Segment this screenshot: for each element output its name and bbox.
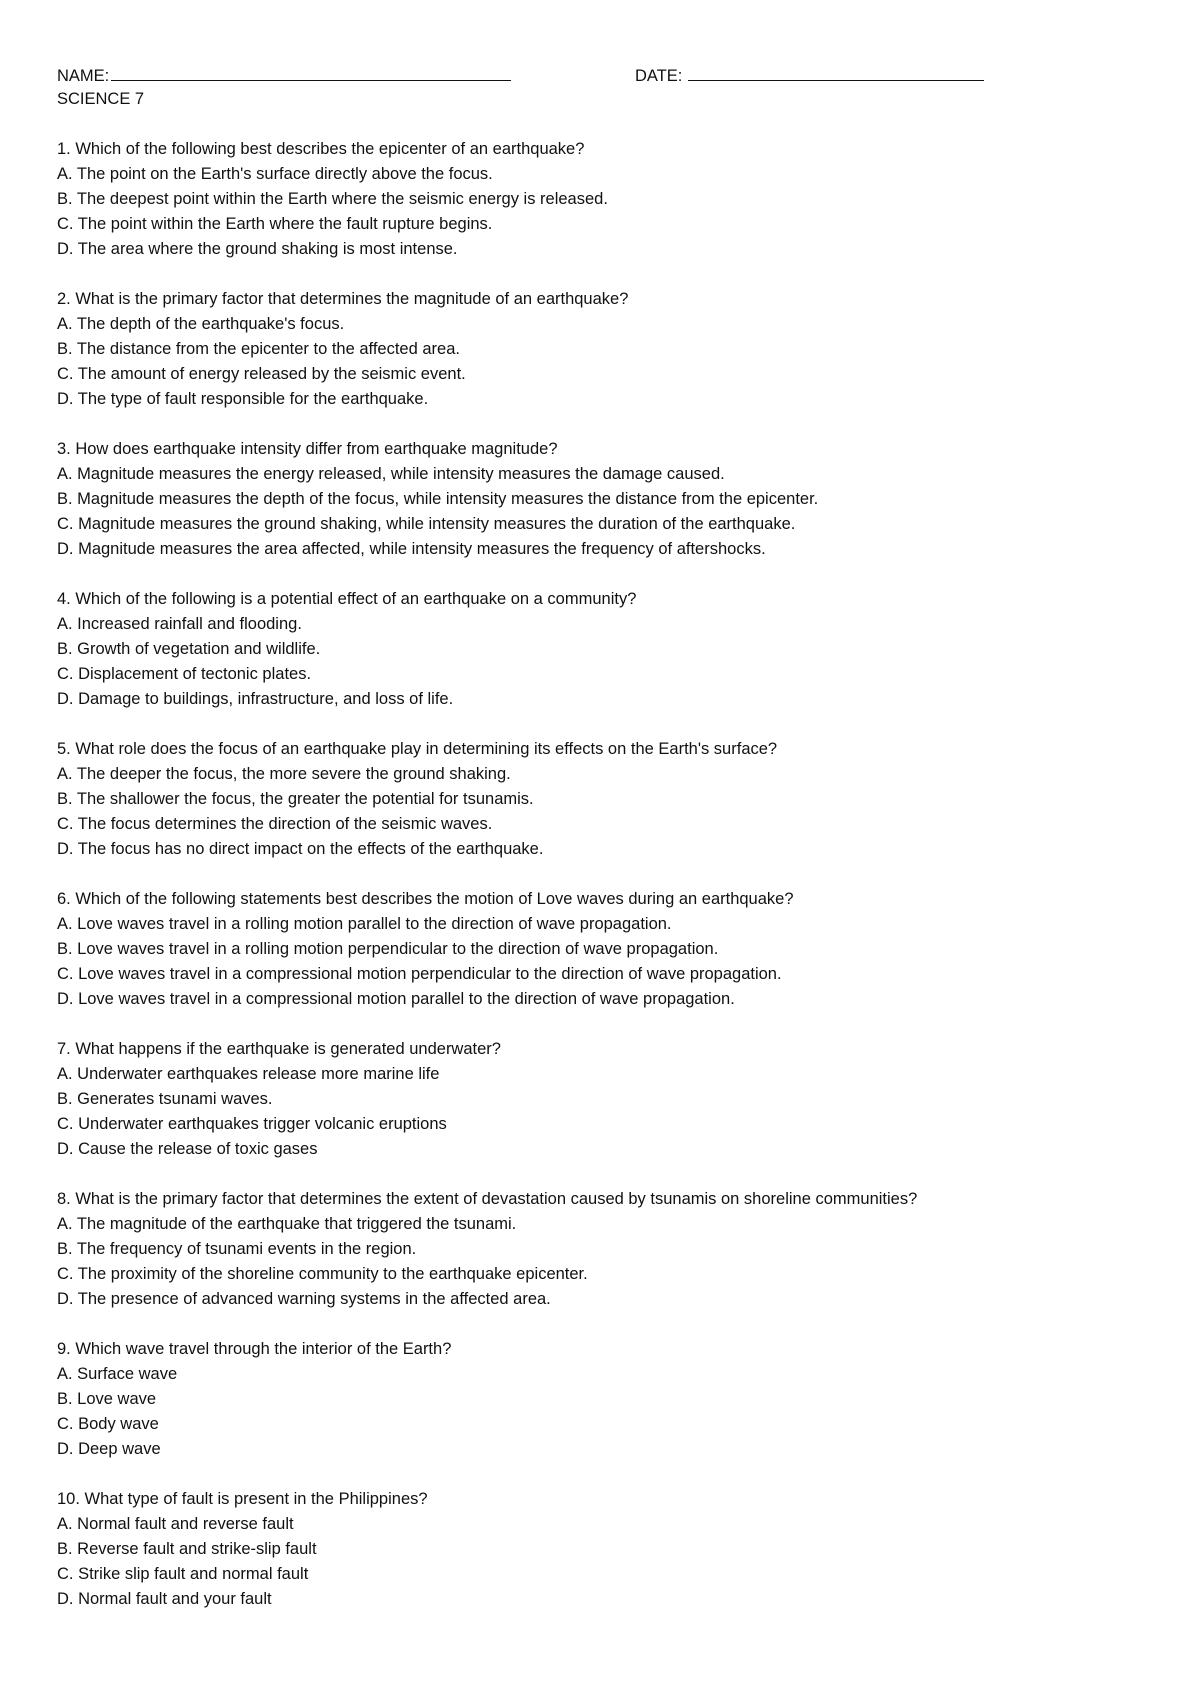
answer-option: D. Magnitude measures the area affected, while intensity measures the frequency of aftershocks. bbox=[57, 540, 766, 558]
answer-option: D. Damage to buildings, infrastructure, and loss of life. bbox=[57, 690, 454, 708]
answer-option: D. The area where the ground shaking is most intense. bbox=[57, 240, 458, 258]
answer-option: A. The magnitude of the earthquake that triggered the tsunami. bbox=[57, 1215, 517, 1233]
question-text: 3. How does earthquake intensity differ from earthquake magnitude? bbox=[57, 440, 558, 458]
answer-option: C. Strike slip fault and normal fault bbox=[57, 1565, 309, 1583]
question-block bbox=[57, 1037, 1157, 1162]
question-text: 6. Which of the following statements best describes the motion of Love waves during an earthquake? bbox=[57, 890, 794, 908]
answer-option: C. Body wave bbox=[57, 1415, 159, 1433]
question-block bbox=[57, 737, 1157, 862]
date-field bbox=[635, 62, 984, 89]
answer-option: B. The deepest point within the Earth where the seismic energy is released. bbox=[57, 190, 608, 208]
answer-option: A. The point on the Earth's surface directly above the focus. bbox=[57, 165, 493, 183]
answer-option: C. Underwater earthquakes trigger volcanic eruptions bbox=[57, 1115, 447, 1133]
name-label: NAME: bbox=[57, 67, 110, 85]
answer-option: D. Normal fault and your fault bbox=[57, 1590, 272, 1608]
answer-option: B. Love waves travel in a rolling motion perpendicular to the direction of wave propagation. bbox=[57, 940, 719, 958]
answer-option: B. The distance from the epicenter to the affected area. bbox=[57, 340, 460, 358]
question-text: 1. Which of the following best describes the epicenter of an earthquake? bbox=[57, 140, 585, 158]
answer-option: D. Love waves travel in a compressional motion parallel to the direction of wave propagation. bbox=[57, 990, 735, 1008]
answer-option: B. Generates tsunami waves. bbox=[57, 1090, 273, 1108]
answer-option: D. The presence of advanced warning systems in the affected area. bbox=[57, 1290, 551, 1308]
question-text: 7. What happens if the earthquake is generated underwater? bbox=[57, 1040, 501, 1058]
answer-option: B. The frequency of tsunami events in the region. bbox=[57, 1240, 417, 1258]
answer-option: C. The proximity of the shoreline community to the earthquake epicenter. bbox=[57, 1265, 588, 1283]
answer-option: A. Surface wave bbox=[57, 1365, 178, 1383]
name-blank-line bbox=[111, 62, 511, 81]
question-list bbox=[57, 137, 1157, 1612]
question-block bbox=[57, 1487, 1157, 1612]
answer-option: D. Deep wave bbox=[57, 1440, 161, 1458]
answer-option: A. The deeper the focus, the more severe the ground shaking. bbox=[57, 765, 511, 783]
answer-option: C. The point within the Earth where the fault rupture begins. bbox=[57, 215, 493, 233]
answer-option: B. Growth of vegetation and wildlife. bbox=[57, 640, 321, 658]
question-text: 8. What is the primary factor that determines the extent of devastation caused by tsunamis on shoreline communities? bbox=[57, 1190, 918, 1208]
question-block bbox=[57, 587, 1157, 712]
question-block bbox=[57, 1337, 1157, 1462]
question-block bbox=[57, 287, 1157, 412]
answer-option: C. The amount of energy released by the seismic event. bbox=[57, 365, 466, 383]
date-blank-line bbox=[688, 62, 984, 81]
question-block bbox=[57, 1187, 1157, 1312]
answer-option: C. Displacement of tectonic plates. bbox=[57, 665, 312, 683]
question-text: 4. Which of the following is a potential effect of an earthquake on a community? bbox=[57, 590, 637, 608]
answer-option: C. The focus determines the direction of the seismic waves. bbox=[57, 815, 493, 833]
answer-option: A. Love waves travel in a rolling motion parallel to the direction of wave propagation. bbox=[57, 915, 672, 933]
answer-option: C. Love waves travel in a compressional motion perpendicular to the direction of wave propagation. bbox=[57, 965, 782, 983]
header-row bbox=[57, 62, 1157, 87]
question-block bbox=[57, 137, 1157, 262]
question-text: 9. Which wave travel through the interior of the Earth? bbox=[57, 1340, 452, 1358]
answer-option: C. Magnitude measures the ground shaking, while intensity measures the duration of the earthquake. bbox=[57, 515, 796, 533]
answer-option: A. Magnitude measures the energy released, while intensity measures the damage caused. bbox=[57, 465, 725, 483]
subject-title: SCIENCE 7 bbox=[57, 90, 145, 108]
name-field bbox=[57, 62, 511, 89]
question-block bbox=[57, 887, 1157, 1012]
answer-option: B. Reverse fault and strike-slip fault bbox=[57, 1540, 317, 1558]
answer-option: A. Increased rainfall and flooding. bbox=[57, 615, 302, 633]
question-text: 5. What role does the focus of an earthquake play in determining its effects on the Earth's surface? bbox=[57, 740, 778, 758]
question-text: 2. What is the primary factor that determines the magnitude of an earthquake? bbox=[57, 290, 629, 308]
question-text: 10. What type of fault is present in the Philippines? bbox=[57, 1490, 428, 1508]
answer-option: A. Normal fault and reverse fault bbox=[57, 1515, 294, 1533]
question-block bbox=[57, 437, 1157, 562]
answer-option: B. The shallower the focus, the greater the potential for tsunamis. bbox=[57, 790, 534, 808]
answer-option: A. Underwater earthquakes release more marine life bbox=[57, 1065, 440, 1083]
answer-option: D. The type of fault responsible for the earthquake. bbox=[57, 390, 429, 408]
worksheet-page bbox=[57, 62, 1157, 1612]
answer-option: D. Cause the release of toxic gases bbox=[57, 1140, 318, 1158]
answer-option: A. The depth of the earthquake's focus. bbox=[57, 315, 345, 333]
date-label: DATE: bbox=[635, 67, 683, 85]
answer-option: B. Love wave bbox=[57, 1390, 157, 1408]
answer-option: B. Magnitude measures the depth of the focus, while intensity measures the distance from the epicenter. bbox=[57, 490, 819, 508]
answer-option: D. The focus has no direct impact on the effects of the earthquake. bbox=[57, 840, 544, 858]
